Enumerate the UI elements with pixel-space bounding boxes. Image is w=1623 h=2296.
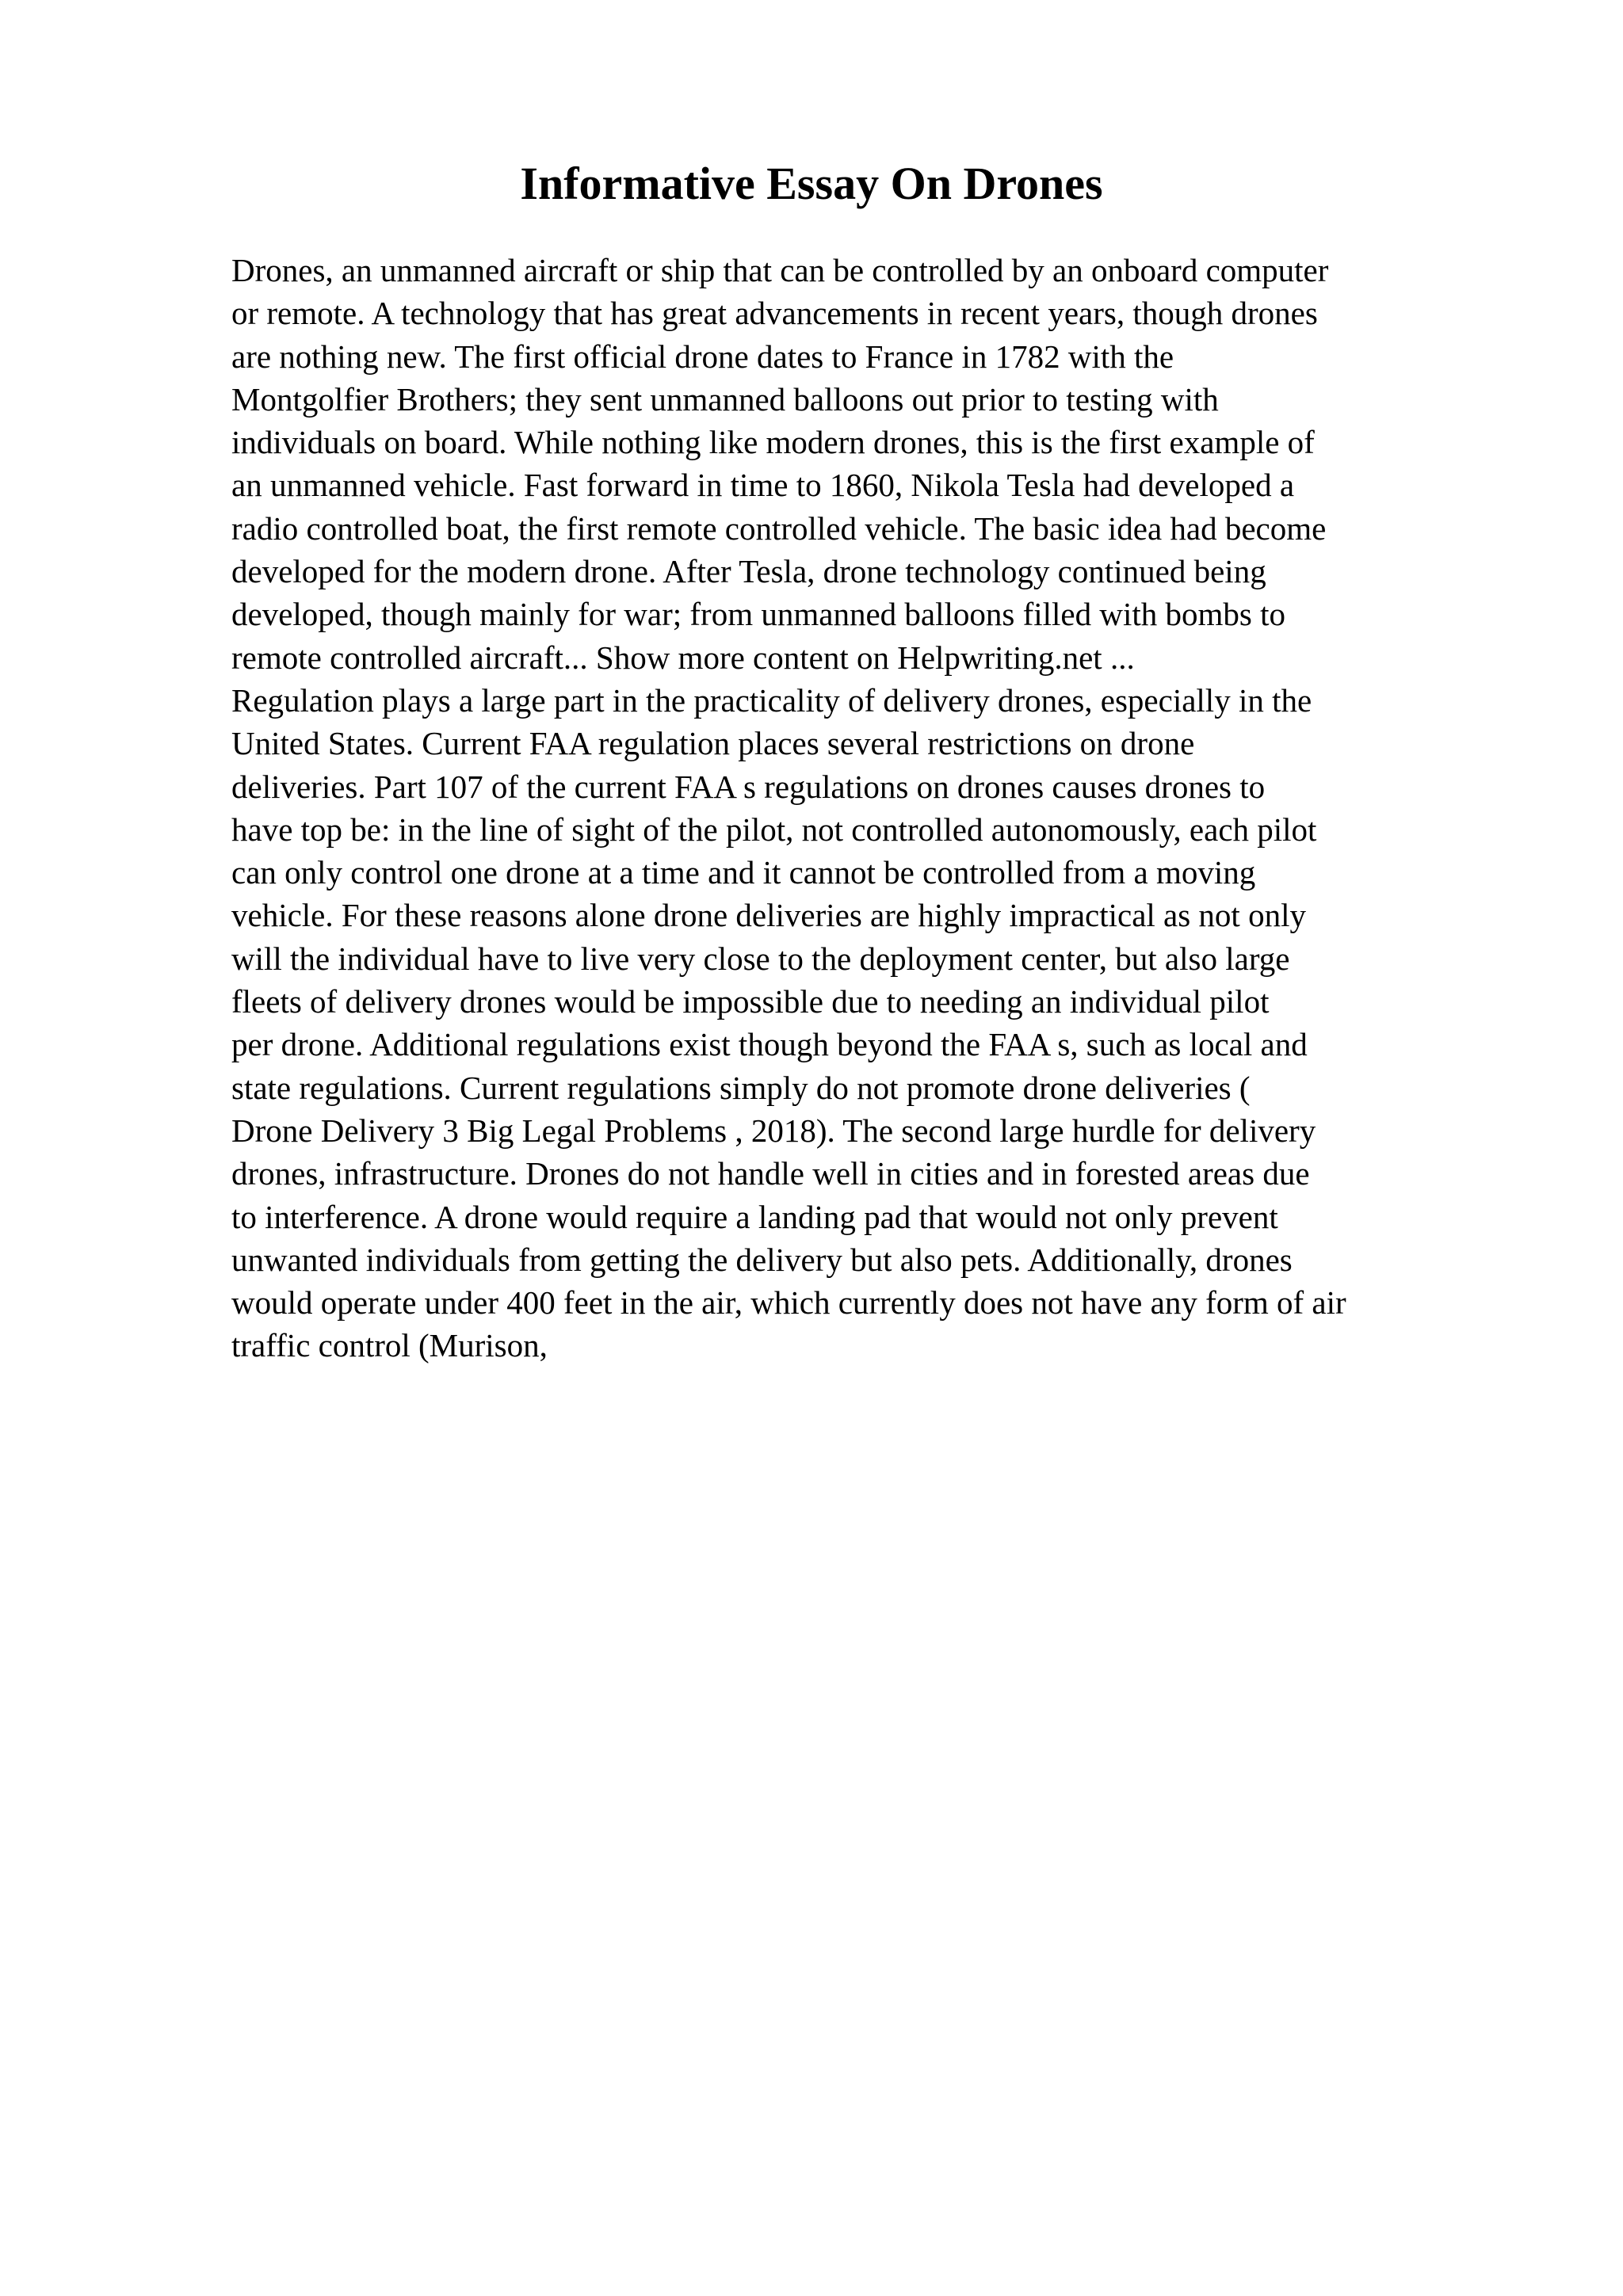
text-line: vehicle. For these reasons alone drone deliveries are highly impractical as not only (231, 897, 1306, 934)
text-line: deliveries. Part 107 of the current FAA s regulations on drones causes drones to (231, 768, 1266, 805)
text-line: drones, infrastructure. Drones do not handle well in cities and in forested areas due (231, 1155, 1310, 1192)
text-line: have top be: in the line of sight of the pilot, not controlled autonomously, each pilot (231, 810, 1317, 848)
text-line: to interference. A drone would require a landing pad that would not only prevent (231, 1198, 1278, 1235)
text-line: an unmanned vehicle. Fast forward in time to 1860, Nikola Tesla had developed a (231, 467, 1295, 504)
text-line: would operate under 400 feet in the air, which currently does not have any form of air (231, 1284, 1346, 1322)
document-title: Informative Essay On Drones (520, 158, 1103, 209)
text-line: Drones, an unmanned aircraft or ship that can be controlled by an onboard computer (231, 252, 1329, 288)
text-line: per drone. Additional regulations exist though beyond the FAA s, such as local and (231, 1026, 1308, 1063)
text-line: Montgolfier Brothers; they sent unmanned balloons out prior to testing with (231, 380, 1219, 418)
text-line: radio controlled boat, the first remote controlled vehicle. The basic idea had become (231, 509, 1327, 547)
text-line: United States. Current FAA regulation places several restrictions on drone (231, 725, 1195, 762)
text-line: Drone Delivery 3 Big Legal Problems , 2018). The second large hurdle for delivery (231, 1112, 1316, 1149)
text-line: are nothing new. The first official drone dates to France in 1782 with the (231, 338, 1174, 375)
essay-body (231, 249, 1594, 1367)
text-line: remote controlled aircraft... Show more content on Helpwriting.net ... (231, 639, 1135, 676)
text-line: will the individual have to live very close to the deployment center, but also large (231, 940, 1290, 977)
text-line: developed, though mainly for war; from unmanned balloons filled with bombs to (231, 596, 1285, 633)
text-line: Regulation plays a large part in the practicality of delivery drones, especially in the (231, 681, 1312, 719)
text-line: unwanted individuals from getting the delivery but also pets. Additionally, drones (231, 1241, 1293, 1278)
text-line: fleets of delivery drones would be impossible due to needing an individual pilot (231, 983, 1270, 1020)
text-line: developed for the modern drone. After Tesla, drone technology continued being (231, 553, 1266, 590)
text-line: can only control one drone at a time and it cannot be controlled from a moving (231, 854, 1256, 891)
text-line: traffic control (Murison, (231, 1327, 548, 1364)
text-line: state regulations. Current regulations simply do not promote drone deliveries ( (231, 1069, 1251, 1106)
text-line: or remote. A technology that has great advancements in recent years, though drones (231, 295, 1318, 332)
text-line: individuals on board. While nothing like modern drones, this is the first example of (231, 424, 1315, 461)
